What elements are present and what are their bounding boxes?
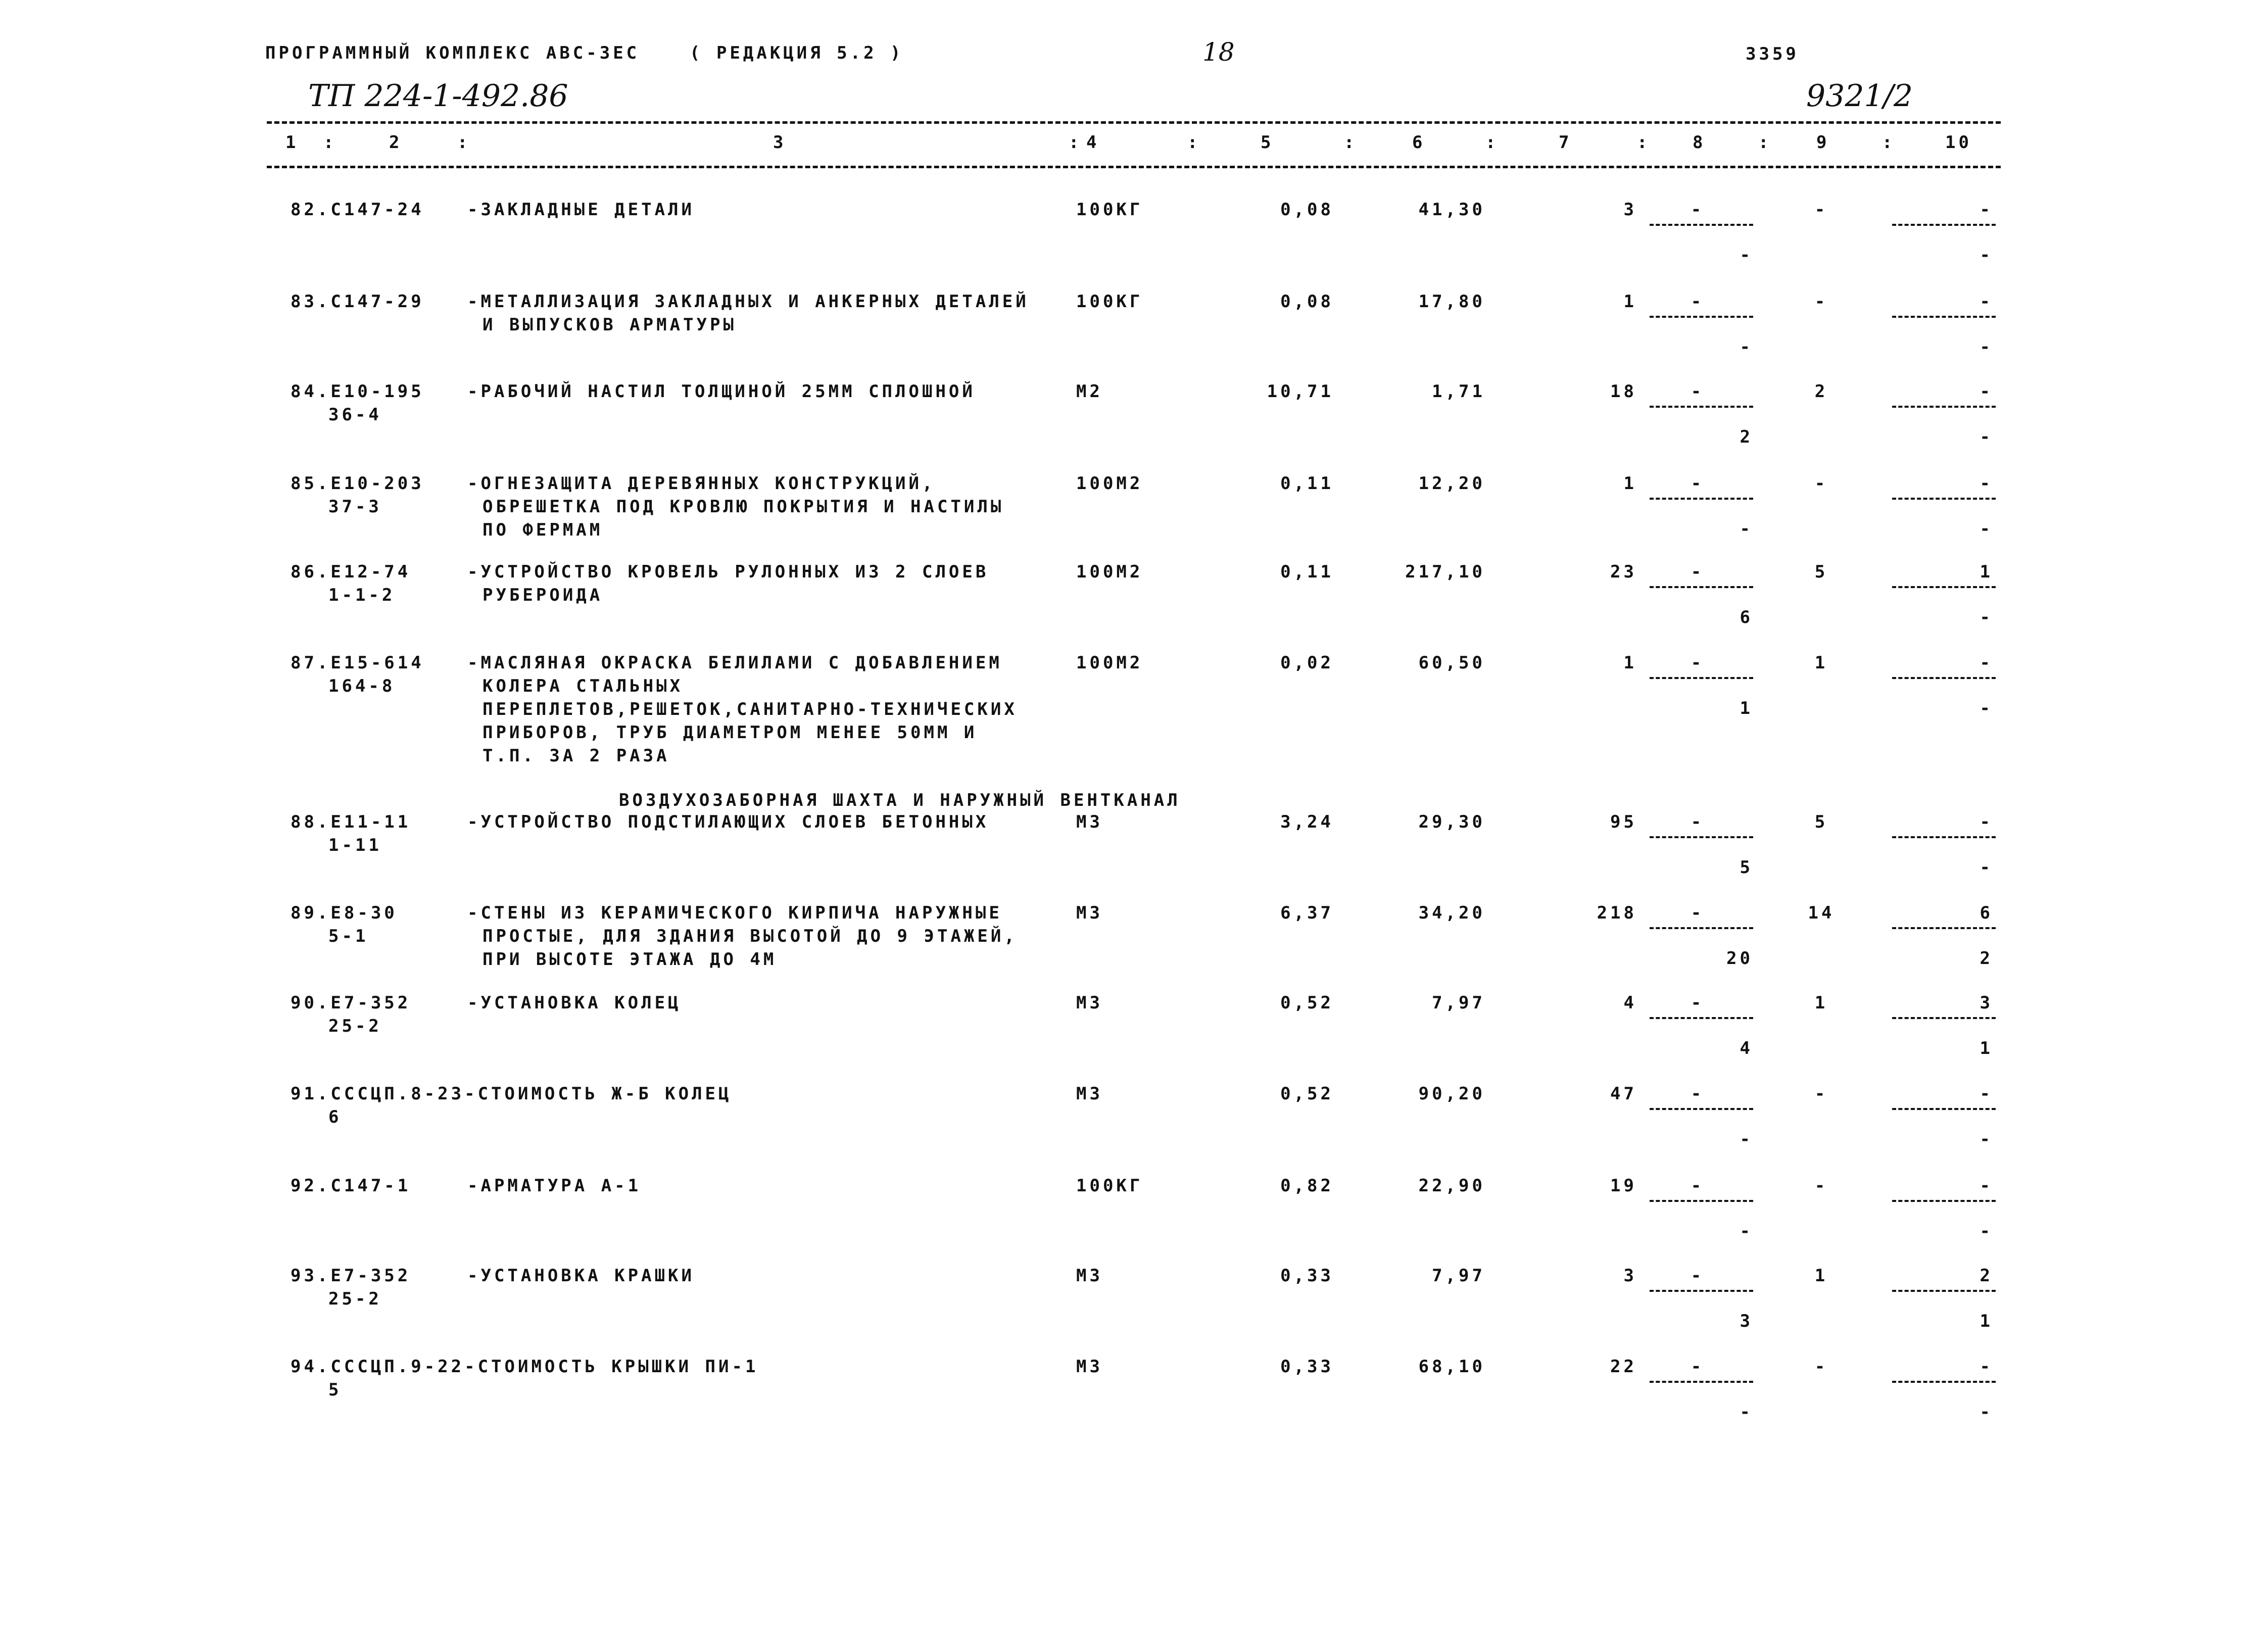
row-quantity: 0,08: [1280, 292, 1334, 312]
row-quantity: 0,52: [1280, 993, 1334, 1013]
column-number: 4: [1086, 132, 1100, 153]
col10-top: -: [1980, 473, 1993, 494]
col10-bottom: -: [1980, 245, 1993, 265]
col9-value: 14: [1808, 903, 1835, 923]
row-total: 3: [1623, 1266, 1637, 1286]
row-unit: 100КГ: [1076, 1176, 1143, 1196]
row-description: -УСТРОЙСТВО КРОВЕЛЬ РУЛОННЫХ ИЗ 2 СЛОЕВ: [467, 562, 989, 582]
row-quantity: 0,08: [1280, 200, 1334, 220]
row-code: 36-4: [328, 405, 382, 425]
row-unit: 100М2: [1076, 473, 1143, 494]
fraction-line: [1892, 586, 1996, 588]
row-description: КОЛЕРА СТАЛЬНЫХ: [482, 676, 684, 696]
fraction-line: [1892, 836, 1996, 838]
row-price: 34,20: [1418, 903, 1485, 923]
row-quantity: 0,02: [1280, 653, 1334, 673]
row-description: -УСТАНОВКА КОЛЕЦ: [467, 993, 682, 1013]
col8-bottom: 20: [1726, 948, 1753, 969]
col8-top: -: [1691, 812, 1705, 832]
row-description: -МАСЛЯНАЯ ОКРАСКА БЕЛИЛАМИ С ДОБАВЛЕНИЕМ: [467, 653, 1002, 673]
col8-bottom: 4: [1740, 1038, 1753, 1058]
col10-bottom: -: [1980, 519, 1993, 539]
col10-bottom: 1: [1980, 1038, 1993, 1058]
row-unit: 100М2: [1076, 653, 1143, 673]
fraction-line: [1650, 836, 1753, 838]
row-total: 3: [1623, 200, 1637, 220]
row-price: 41,30: [1418, 200, 1485, 220]
col10-bottom: 2: [1980, 948, 1993, 969]
row-description: -УСТАНОВКА КРАШКИ: [467, 1266, 695, 1286]
row-quantity: 0,33: [1280, 1266, 1334, 1286]
fraction-line: [1650, 927, 1753, 929]
col10-bottom: 1: [1980, 1311, 1993, 1331]
column-number: 2: [389, 132, 403, 153]
col10-bottom: -: [1980, 337, 1993, 357]
row-code: 87.Е15-614: [291, 653, 424, 673]
row-unit: 100КГ: [1076, 200, 1143, 220]
col8-top: -: [1691, 1357, 1705, 1377]
row-unit: М3: [1076, 993, 1103, 1013]
fraction-line: [1650, 498, 1753, 500]
row-code: 5: [328, 1380, 342, 1400]
row-price: 12,20: [1418, 473, 1485, 494]
col10-top: -: [1980, 1357, 1993, 1377]
row-description: Т.П. ЗА 2 РАЗА: [482, 746, 670, 766]
row-price: 217,10: [1405, 562, 1485, 582]
col10-top: -: [1980, 292, 1993, 312]
row-code: 85.Е10-203: [291, 473, 424, 494]
row-quantity: 10,71: [1267, 381, 1334, 402]
row-quantity: 0,11: [1280, 562, 1334, 582]
col8-top: -: [1691, 562, 1705, 582]
sheet-number: 3359: [1746, 44, 1799, 64]
row-total: 23: [1610, 562, 1637, 582]
row-code: 88.Е11-11: [291, 812, 411, 832]
col8-top: -: [1691, 381, 1705, 402]
row-description: ПО ФЕРМАМ: [482, 520, 603, 540]
fraction-line: [1892, 224, 1996, 226]
row-description: -МЕТАЛЛИЗАЦИЯ ЗАКЛАДНЫХ И АНКЕРНЫХ ДЕТАЛЕЙ: [467, 292, 1029, 312]
program-title: ПРОГРАММНЫЙ КОМПЛЕКС АВС-3ЕС: [265, 43, 640, 63]
row-price: 29,30: [1418, 812, 1485, 832]
column-number: 5: [1261, 132, 1274, 153]
row-description: -ОГНЕЗАЩИТА ДЕРЕВЯННЫХ КОНСТРУКЦИЙ,: [467, 473, 936, 494]
row-description: -ЗАКЛАДНЫЕ ДЕТАЛИ: [467, 200, 695, 220]
fraction-line: [1892, 406, 1996, 408]
col8-top: -: [1691, 903, 1705, 923]
header-rule: [267, 166, 2001, 168]
col10-top: -: [1980, 1176, 1993, 1196]
section-title: ВОЗДУХОЗАБОРНАЯ ШАХТА И НАРУЖНЫЙ ВЕНТКАНАЛ: [619, 790, 1181, 810]
row-price: 7,97: [1432, 1266, 1485, 1286]
project-code: ТП 224-1-492.86: [308, 78, 568, 114]
col9-value: 2: [1814, 381, 1828, 402]
fraction-line: [1892, 498, 1996, 500]
row-code: 92.С147-1: [291, 1176, 411, 1196]
row-description: ОБРЕШЕТКА ПОД КРОВЛЮ ПОКРЫТИЯ И НАСТИЛЫ: [482, 497, 1004, 517]
row-unit: М3: [1076, 812, 1103, 832]
row-code: 37-3: [328, 497, 382, 517]
row-price: 1,71: [1432, 381, 1485, 402]
row-description: -РАБОЧИЙ НАСТИЛ ТОЛЩИНОЙ 25ММ СПЛОШНОЙ: [467, 381, 976, 402]
col10-top: -: [1980, 1084, 1993, 1104]
column-number: 7: [1559, 132, 1572, 153]
column-separator: :: [1187, 132, 1201, 153]
fraction-line: [1892, 1017, 1996, 1019]
row-code: 84.Е10-195: [291, 381, 424, 402]
col8-bottom: 5: [1740, 857, 1753, 878]
row-unit: М3: [1076, 1357, 1103, 1377]
fraction-line: [1650, 1108, 1753, 1110]
col10-top: 2: [1980, 1266, 1993, 1286]
fraction-line: [1650, 316, 1753, 318]
fraction-line: [1892, 1290, 1996, 1292]
column-separator: :: [1882, 132, 1896, 153]
row-description: РУБЕРОИДА: [482, 585, 603, 605]
col9-value: -: [1814, 1357, 1828, 1377]
column-separator: :: [1069, 132, 1082, 153]
row-unit: М2: [1076, 381, 1103, 402]
row-description: ПРИ ВЫСОТЕ ЭТАЖА ДО 4М: [482, 949, 777, 970]
row-total: 95: [1610, 812, 1637, 832]
row-code: 90.Е7-352: [291, 993, 411, 1013]
row-price: 68,10: [1418, 1357, 1485, 1377]
fraction-line: [1650, 1017, 1753, 1019]
col9-value: -: [1814, 1176, 1828, 1196]
column-separator: :: [1758, 132, 1772, 153]
col9-value: -: [1814, 200, 1828, 220]
col10-bottom: -: [1980, 1221, 1993, 1241]
row-total: 1: [1623, 473, 1637, 494]
col10-bottom: -: [1980, 1129, 1993, 1149]
fraction-line: [1650, 586, 1753, 588]
row-code: 93.Е7-352: [291, 1266, 411, 1286]
row-quantity: 3,24: [1280, 812, 1334, 832]
col8-bottom: -: [1740, 1221, 1753, 1241]
column-number: 8: [1693, 132, 1706, 153]
row-description: ПЕРЕПЛЕТОВ,РЕШЕТОК,САНИТАРНО-ТЕХНИЧЕСКИХ: [482, 699, 1018, 719]
col8-top: -: [1691, 993, 1705, 1013]
col9-value: 5: [1814, 812, 1828, 832]
fraction-line: [1650, 406, 1753, 408]
row-code: 86.Е12-74: [291, 562, 411, 582]
column-number: 10: [1945, 132, 1972, 153]
col10-top: 1: [1980, 562, 1993, 582]
row-code: 6: [328, 1107, 342, 1127]
row-price: 22,90: [1418, 1176, 1485, 1196]
col10-bottom: -: [1980, 607, 1993, 628]
top-rule: [267, 121, 2001, 124]
fraction-line: [1650, 1200, 1753, 1202]
row-code: 164-8: [328, 676, 396, 696]
col8-bottom: 3: [1740, 1311, 1753, 1331]
column-separator: :: [323, 132, 337, 153]
column-number: 9: [1816, 132, 1830, 153]
row-code: 25-2: [328, 1289, 382, 1309]
row-description: -СТЕНЫ ИЗ КЕРАМИЧЕСКОГО КИРПИЧА НАРУЖНЫЕ: [467, 903, 1002, 923]
col9-value: 1: [1814, 653, 1828, 673]
col8-bottom: -: [1740, 1402, 1753, 1422]
col9-value: 1: [1814, 1266, 1828, 1286]
row-total: 22: [1610, 1357, 1637, 1377]
col10-top: 3: [1980, 993, 1993, 1013]
row-quantity: 0,52: [1280, 1084, 1334, 1104]
fraction-line: [1892, 1381, 1996, 1383]
column-number: 1: [285, 132, 299, 153]
col10-bottom: -: [1980, 698, 1993, 718]
fraction-line: [1650, 677, 1753, 679]
fraction-line: [1650, 224, 1753, 226]
edition-label: ( РЕДАКЦИЯ 5.2 ): [690, 43, 904, 63]
row-unit: М3: [1076, 903, 1103, 923]
row-total: 18: [1610, 381, 1637, 402]
row-quantity: 6,37: [1280, 903, 1334, 923]
col8-top: -: [1691, 1084, 1705, 1104]
fraction-line: [1892, 927, 1996, 929]
row-code: 94.СССЦП.9-22-СТОИМОСТЬ КРЫШКИ ПИ-1: [291, 1357, 759, 1377]
page-number: 18: [1202, 37, 1235, 67]
column-separator: :: [1344, 132, 1358, 153]
row-unit: 100М2: [1076, 562, 1143, 582]
col10-bottom: -: [1980, 1402, 1993, 1422]
col8-top: -: [1691, 292, 1705, 312]
column-number: 6: [1412, 132, 1426, 153]
col8-bottom: 1: [1740, 698, 1753, 718]
row-code: 25-2: [328, 1016, 382, 1036]
fraction-line: [1892, 316, 1996, 318]
col9-value: 1: [1814, 993, 1828, 1013]
row-total: 1: [1623, 653, 1637, 673]
row-quantity: 0,11: [1280, 473, 1334, 494]
row-description: -АРМАТУРА А-1: [467, 1176, 642, 1196]
col10-top: -: [1980, 812, 1993, 832]
col9-value: -: [1814, 292, 1828, 312]
column-number: 3: [773, 132, 787, 153]
col8-bottom: -: [1740, 1129, 1753, 1149]
column-separator: :: [1637, 132, 1651, 153]
row-code: 83.С147-29: [291, 292, 424, 312]
row-total: 1: [1623, 292, 1637, 312]
col8-top: -: [1691, 653, 1705, 673]
row-code: 89.Е8-30: [291, 903, 398, 923]
row-unit: 100КГ: [1076, 292, 1143, 312]
row-total: 47: [1610, 1084, 1637, 1104]
row-description: ПРОСТЫЕ, ДЛЯ ЗДАНИЯ ВЫСОТОЙ ДО 9 ЭТАЖЕЙ,: [482, 926, 1018, 946]
col9-value: 5: [1814, 562, 1828, 582]
row-description: ПРИБОРОВ, ТРУБ ДИАМЕТРОМ МЕНЕЕ 50ММ И: [482, 722, 978, 743]
col8-top: -: [1691, 1266, 1705, 1286]
row-description: И ВЫПУСКОВ АРМАТУРЫ: [482, 315, 737, 335]
row-total: 4: [1623, 993, 1637, 1013]
row-price: 60,50: [1418, 653, 1485, 673]
col8-top: -: [1691, 1176, 1705, 1196]
fraction-line: [1650, 1381, 1753, 1383]
row-unit: М3: [1076, 1266, 1103, 1286]
row-total: 218: [1597, 903, 1637, 923]
col10-top: -: [1980, 653, 1993, 673]
row-price: 7,97: [1432, 993, 1485, 1013]
col10-top: 6: [1980, 903, 1993, 923]
col8-bottom: -: [1740, 245, 1753, 265]
fraction-line: [1892, 1108, 1996, 1110]
col9-value: -: [1814, 473, 1828, 494]
col10-top: -: [1980, 381, 1993, 402]
col8-bottom: 2: [1740, 427, 1753, 447]
col10-bottom: -: [1980, 427, 1993, 447]
row-code: 91.СССЦП.8-23-СТОИМОСТЬ Ж-Б КОЛЕЦ: [291, 1084, 732, 1104]
row-code: 82.С147-24: [291, 200, 424, 220]
col8-top: -: [1691, 473, 1705, 494]
document-code: 9321/2: [1806, 78, 1913, 114]
row-code: 5-1: [328, 926, 369, 946]
fraction-line: [1892, 1200, 1996, 1202]
column-separator: :: [457, 132, 471, 153]
fraction-line: [1650, 1290, 1753, 1292]
row-total: 19: [1610, 1176, 1637, 1196]
row-code: 1-1-2: [328, 585, 396, 605]
col9-value: -: [1814, 1084, 1828, 1104]
col10-bottom: -: [1980, 857, 1993, 878]
row-quantity: 0,82: [1280, 1176, 1334, 1196]
fraction-line: [1892, 677, 1996, 679]
col8-bottom: 6: [1740, 607, 1753, 628]
row-price: 17,80: [1418, 292, 1485, 312]
row-price: 90,20: [1418, 1084, 1485, 1104]
col8-top: -: [1691, 200, 1705, 220]
column-separator: :: [1485, 132, 1499, 153]
row-unit: М3: [1076, 1084, 1103, 1104]
row-quantity: 0,33: [1280, 1357, 1334, 1377]
col8-bottom: -: [1740, 519, 1753, 539]
col8-bottom: -: [1740, 337, 1753, 357]
row-description: -УСТРОЙСТВО ПОДСТИЛАЮЩИХ СЛОЕВ БЕТОННЫХ: [467, 812, 989, 832]
row-code: 1-11: [328, 835, 382, 855]
col10-top: -: [1980, 200, 1993, 220]
